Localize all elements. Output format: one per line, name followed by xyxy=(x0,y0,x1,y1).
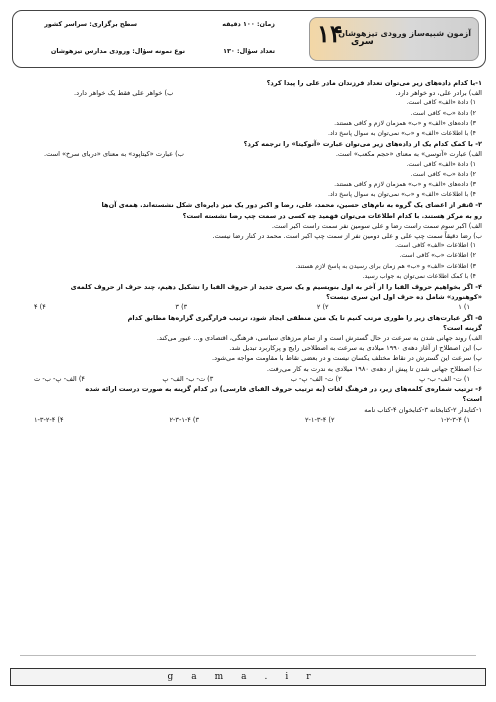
brand-number: ۱۴ xyxy=(317,19,343,48)
footer-site[interactable]: gama.ir xyxy=(10,668,486,686)
question-1-option-4[interactable]: ۴) با اطلاعات «الف» و «ب» نمی‌توان به سوال پاسخ داد. xyxy=(328,130,476,138)
question-4-option-3[interactable]: ۳) ۳ xyxy=(175,303,188,312)
exam-header xyxy=(12,10,486,68)
question-6-option-4[interactable]: ۴) ۱-۳-۲-۴ xyxy=(34,415,64,424)
question-4-option-1[interactable]: ۱) ۱ xyxy=(458,303,470,312)
question-2: ۲- با کمک کدام یک از داده‌های زیر می‌توان عبارت «آتوکیتا» را ترجمه کرد؟ xyxy=(243,140,482,149)
question-6-option-1[interactable]: ۱) ۱-۲-۳-۴ xyxy=(440,415,470,424)
question-1-statements xyxy=(14,88,482,98)
question-3-line-1: ۳- ۵نفر از اعضای یک گروه به نام‌های حسین، محمد، علی، رضا و اکبر دور یک میز دایره‌ای شکل نشسته‌اند. همه‌ی آن‌ها xyxy=(101,201,482,210)
question-5-statement-t: ت) اصطلاح جهانی شدن تا پیش از دهه‌ی ۱۹۸۰ میلادی به ندرت به کار می‌رفت. xyxy=(266,364,482,373)
level-label: سطح برگزاری: سراسر کشور xyxy=(44,20,137,28)
question-type-label: نوع نمونه سؤال: ورودی مدارس تیزهوشان xyxy=(50,47,185,55)
question-1-option-2[interactable]: ۲) دادهٔ «ب» کافی است. xyxy=(410,109,476,117)
question-4-option-2[interactable]: ۲) ۲ xyxy=(316,303,329,312)
question-5-options xyxy=(14,374,482,384)
question-2-statements xyxy=(14,149,482,159)
question-5-statement-b: ب) این اصطلاح از آغاز دهه‌ی ۱۹۹۰ میلادی به سرعت به اصطلاحی رایج و پرکاربرد تبدیل شد. xyxy=(229,344,482,353)
question-5-option-3[interactable]: ۳) ت- ب- الف- پ xyxy=(162,374,214,383)
question-1: ۱-با کدام داده‌های زیر می‌توان تعداد فرزندان مادر علی را پیدا کرد؟ xyxy=(266,79,482,87)
brand-logo xyxy=(311,17,479,59)
brand-title: آزمون شبیه‌ساز ورودی تیزهوشان xyxy=(338,29,471,38)
brand-series: سری xyxy=(351,37,374,47)
question-1-statement-a: الف) برادر علی، دو خواهر دارد. xyxy=(395,89,482,98)
question-2-option-3[interactable]: ۳) داده‌های «الف» و «ب» همزمان لازم و کافی هستند. xyxy=(334,181,476,189)
question-3-statement-a: الف) اکبر سوم سمت راست رضا و علی سومین نفر سمت راست اکبر است. xyxy=(271,221,482,230)
question-2-option-2[interactable]: ۲) دادهٔ «ب» کافی است. xyxy=(410,170,476,178)
question-4-line-2: «کوهنورد» شامل ده حرف اول این سری نیست؟ xyxy=(326,293,482,302)
question-3-option-4[interactable]: ۴) با کمک اطلاعات نمی‌توان به جواب رسید. xyxy=(362,272,476,280)
question-5-option-1[interactable]: ۱) ت- الف- ب- پ xyxy=(419,374,470,383)
question-6-words: ۱-کتابدار ۲-کتابخانه ۳-کتابخوان ۴-کتاب نامه xyxy=(364,405,482,414)
footer-divider xyxy=(20,655,476,656)
question-6-line-1: ۶- ترتیب شماره‌ی کلمه‌های زیر، در فرهنگ لغات (به ترتیب حروف الفبای فارسی) در کدام گزینه به صورت درست ارائه شده xyxy=(85,385,482,394)
question-3-line-2: رو به مرکز هستند. با کدام اطلاعات می‌توان فهمید چه کسی در سمت چپ رضا نشسته است؟ xyxy=(182,211,482,220)
question-6-options xyxy=(14,415,482,425)
question-count-label: تعداد سؤال: ۱۳۰ xyxy=(223,47,275,55)
question-6-option-3[interactable]: ۳) ۲-۳-۱-۴ xyxy=(169,415,200,424)
question-3-option-3[interactable]: ۳) اطلاعات «الف» و «ب» هم زمان برای رسیدن به پاسخ لازم هستند. xyxy=(295,262,476,270)
question-5-statement-p: پ) سرعت این گسترش در نقاط مختلف یکسان نیست و در بعضی نقاط با مقاومت مواجه می‌شود. xyxy=(212,354,482,363)
question-2-statement-a: الف) عبارت «آتوسی» به معنای «حجم مکعب» است. xyxy=(335,150,482,159)
question-5-statement-a: الف) روند جهانی شدن به سرعت در حال گسترش است و از تمام مرزهای سیاسی، فرهنگی، اقتصادی و... عبور می‌کند. xyxy=(156,334,482,343)
question-2-option-4[interactable]: ۴) با اطلاعات «الف» و «ب» نمی‌توان به سوال پاسخ داد. xyxy=(328,191,476,199)
question-2-option-1[interactable]: ۱) دادهٔ «الف» کافی است. xyxy=(406,160,476,168)
question-5-line-1: ۵- اگر عبارت‌های زیر را طوری مرتب کنیم تا یک متن منطقی ایجاد شود، ترتیب قرارگیری گزاره‌ها مطابق کدام xyxy=(127,313,482,322)
question-3-statement-b: ب) رضا دقیقاً سمت چپ علی و علی دومین نفر از سمت چپ اکبر است. محمد در کنار رضا نیست. xyxy=(212,232,482,241)
question-1-option-1[interactable]: ۱) دادهٔ «الف» کافی است. xyxy=(406,99,476,107)
question-4-line-1: ۴- اگر بخواهیم حروف الفبا را از آخر به اول بنویسیم و یک سری جدید از حروف الفبا را تشکیل دهیم، چند حرف از حروف کلمه‌ی xyxy=(70,283,482,292)
question-1-option-3[interactable]: ۳) داده‌های «الف» و «ب» همزمان لازم و کافی هستند. xyxy=(334,119,476,127)
time-label: زمان: ۱۰۰ دقیقه xyxy=(222,20,275,28)
question-5-option-2[interactable]: ۲) ت- الف- پ- ب xyxy=(290,374,342,383)
question-2-statement-b: ب) عبارت «کیتاپود» به معنای «دربای سرخ» است. xyxy=(44,150,184,159)
question-4-option-4[interactable]: ۴) ۴ xyxy=(34,303,46,312)
questions-area xyxy=(14,78,482,425)
question-3-option-1[interactable]: ۱) اطلاعات «الف» کافی است. xyxy=(395,242,476,250)
question-6-line-2: است؟ xyxy=(462,395,482,404)
question-1-statement-b: ب) خواهر علی فقط یک خواهر دارد. xyxy=(74,89,174,98)
question-3-option-2[interactable]: ۲) اطلاعات «ب» کافی است. xyxy=(399,252,476,260)
question-4-options xyxy=(14,302,482,312)
question-6-option-2[interactable]: ۲) ۲-۱-۳-۴ xyxy=(304,415,335,424)
question-5-line-2: گزینه است؟ xyxy=(443,323,482,332)
question-5-option-4[interactable]: ۴) الف- پ- ب- ت xyxy=(34,374,85,383)
